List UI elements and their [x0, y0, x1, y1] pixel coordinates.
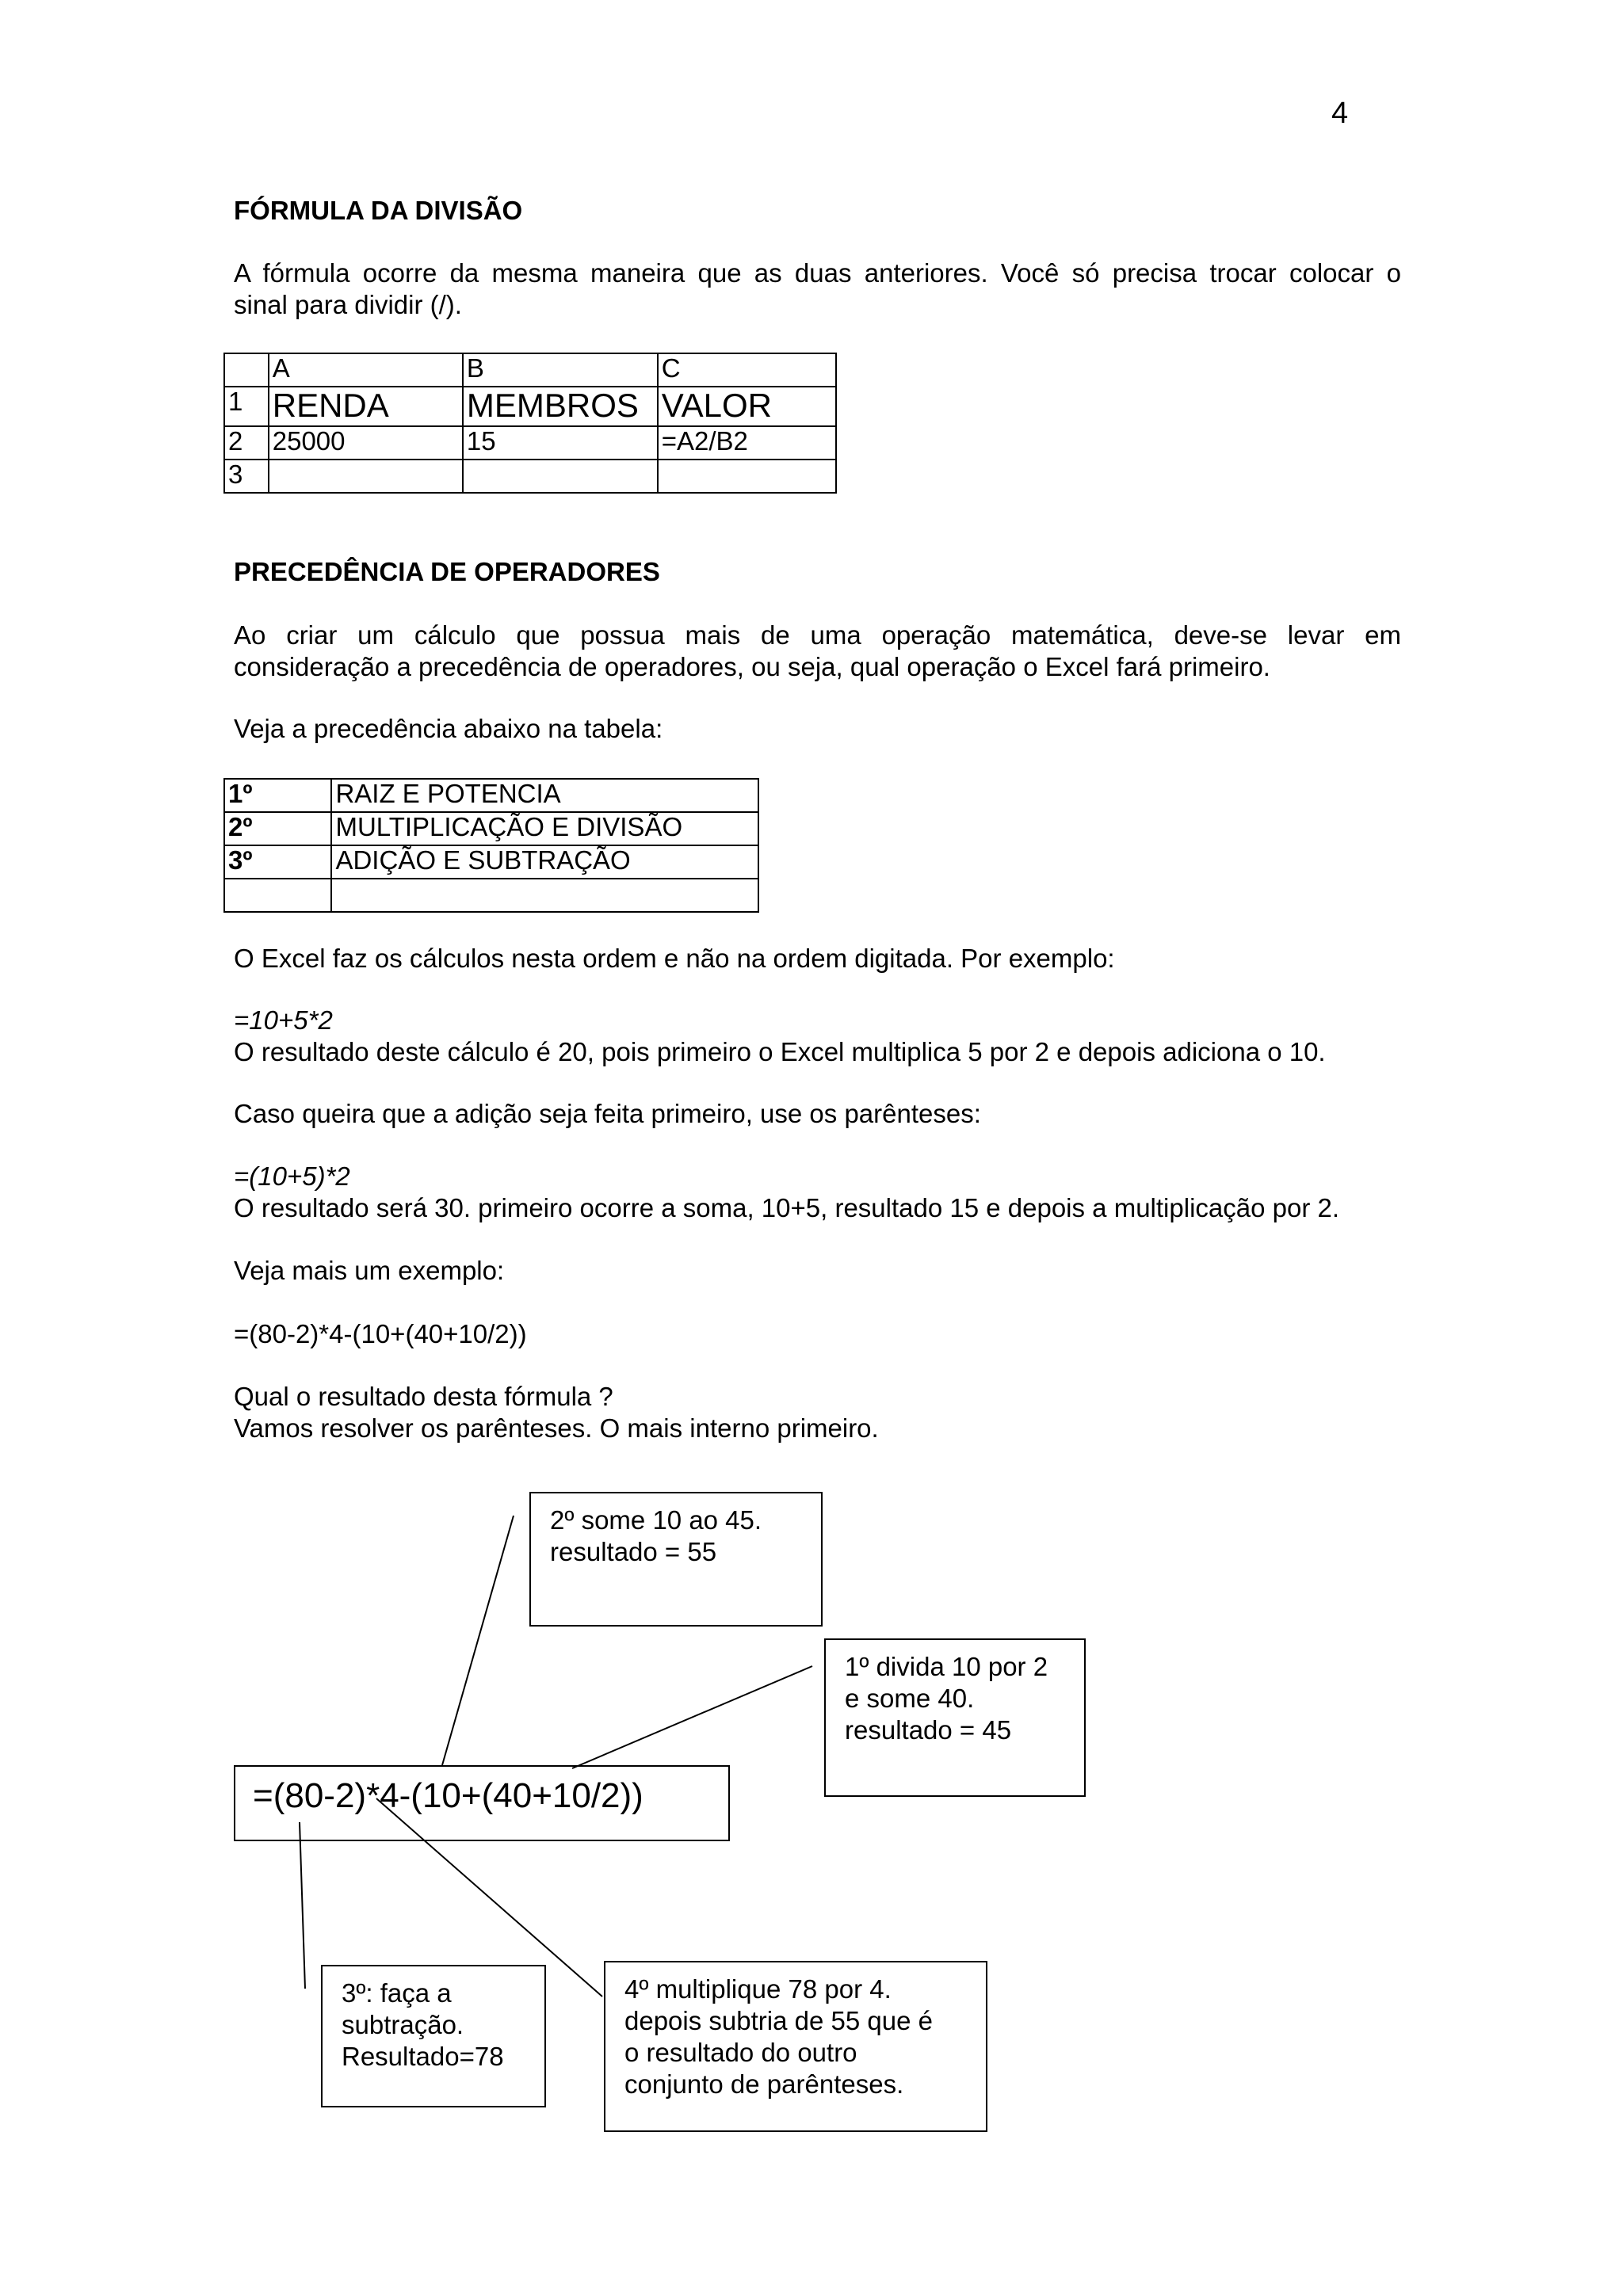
- step3-line: Resultado=78: [342, 2042, 504, 2071]
- table-cell: 3º: [224, 845, 331, 879]
- example2-result: O resultado será 30. primeiro ocorre a soma, 10+5, resultado 15 e depois a multiplicação por 2.: [234, 1193, 1340, 1222]
- step4-line: conjunto de parênteses.: [624, 2069, 904, 2099]
- step3-line: subtração.: [342, 2010, 464, 2039]
- table-cell: =A2/B2: [658, 426, 836, 460]
- table-cell: 1º: [224, 779, 331, 812]
- formula-box: [234, 1765, 730, 1841]
- step1-line: 1º divida 10 por 2: [845, 1652, 1048, 1681]
- table-cell: 2º: [224, 812, 331, 845]
- table-cell: B: [463, 353, 658, 387]
- example1-result: O resultado deste cálculo é 20, pois primeiro o Excel multiplica 5 por 2 e depois adiciona o 10.: [234, 1037, 1326, 1066]
- question-line2: Vamos resolver os parênteses. O mais interno primeiro.: [234, 1413, 879, 1443]
- step4-line: 4º multiplique 78 por 4.: [624, 1974, 892, 2004]
- section-title-division: FÓRMULA DA DIVISÃO: [234, 196, 523, 225]
- table-cell: MULTIPLICAÇÃO E DIVISÃO: [331, 812, 758, 845]
- table-cell: 1: [224, 387, 269, 426]
- example3-formula: =(80-2)*4-(10+(40+10/2)): [234, 1319, 527, 1348]
- step4-line: o resultado do outro: [624, 2038, 857, 2067]
- table-cell: A: [269, 353, 463, 387]
- page-number: 4: [1331, 97, 1349, 130]
- example2-formula: =(10+5)*2: [234, 1161, 350, 1191]
- step4-line: depois subtria de 55 que é: [624, 2006, 933, 2035]
- division-paragraph-line1: A fórmula ocorre da mesma maneira que as duas anteriores. Você só precisa trocar colocar o: [234, 258, 1401, 288]
- division-paragraph-line2: sinal para dividir (/).: [234, 290, 462, 319]
- step2-box: [529, 1492, 823, 1627]
- step2-line: 2º some 10 ao 45.: [550, 1505, 762, 1535]
- table-cell: VALOR: [658, 387, 836, 426]
- table-cell: RAIZ E POTENCIA: [331, 779, 758, 812]
- formula-box-text: =(80-2)*4-(10+(40+10/2)): [253, 1776, 643, 1815]
- step1-box: [824, 1638, 1086, 1797]
- table-cell: C: [658, 353, 836, 387]
- table-cell: MEMBROS: [463, 387, 658, 426]
- connector-step3: [300, 1822, 305, 1989]
- step1-line: e some 40.: [845, 1684, 975, 1713]
- precedence-paragraph-line1: Ao criar um cálculo que possua mais de uma operação matemática, deve-se levar em: [234, 620, 1401, 650]
- more-example-text: Veja mais um exemplo:: [234, 1256, 505, 1285]
- section-title-precedence: PRECEDÊNCIA DE OPERADORES: [234, 557, 660, 586]
- precedence-paragraph-line2: consideração a precedência de operadores, ou seja, qual operação o Excel fará primeiro.: [234, 652, 1270, 681]
- step3-line: 3º: faça a: [342, 1978, 452, 2008]
- table-cell: 3: [224, 460, 269, 493]
- question-line1: Qual o resultado desta fórmula ?: [234, 1382, 613, 1411]
- step4-box: [604, 1961, 987, 2132]
- step3-box: [321, 1965, 546, 2107]
- order-text: O Excel faz os cálculos nesta ordem e não na ordem digitada. Por exemplo:: [234, 944, 1115, 973]
- table-cell: ADIÇÃO E SUBTRAÇÃO: [331, 845, 758, 879]
- example1-formula: =10+5*2: [234, 1005, 333, 1035]
- precedence-intro: Veja a precedência abaixo na tabela:: [234, 714, 663, 743]
- table-cell: 2: [224, 426, 269, 460]
- table-cell: 25000: [269, 426, 463, 460]
- table-cell: RENDA: [269, 387, 463, 426]
- connector-step1: [572, 1666, 812, 1768]
- parentheses-text: Caso queira que a adição seja feita primeiro, use os parênteses:: [234, 1099, 981, 1128]
- connector-step2: [442, 1516, 514, 1765]
- step2-line: resultado = 55: [550, 1537, 717, 1566]
- table-cell: 15: [463, 426, 658, 460]
- step1-line: resultado = 45: [845, 1715, 1012, 1745]
